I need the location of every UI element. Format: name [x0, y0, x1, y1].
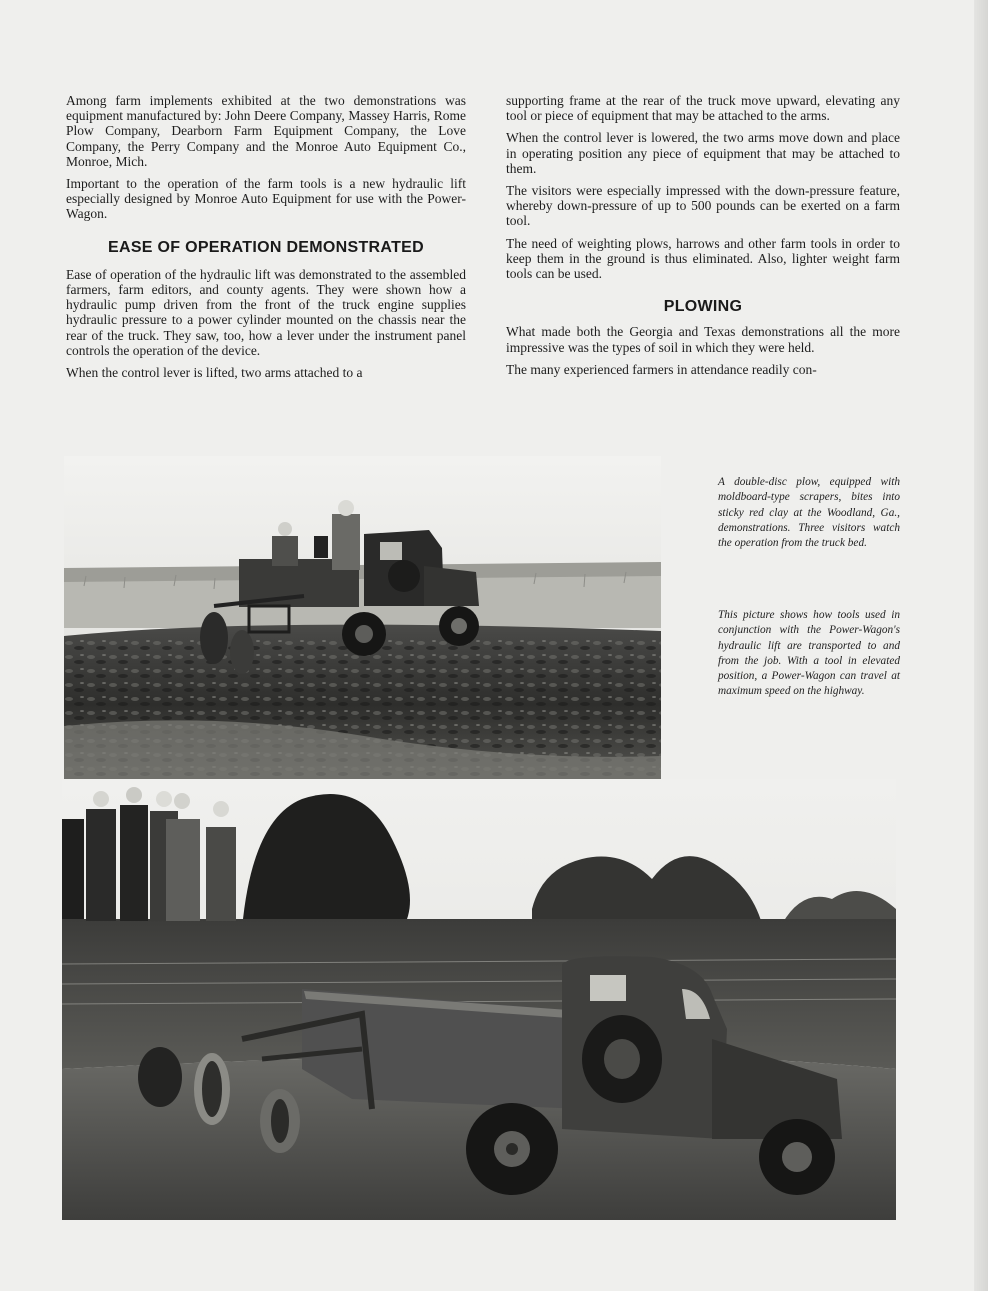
- photo-truck-transport: [62, 779, 896, 1220]
- photo-truck-plowing: [64, 456, 661, 785]
- right-column: [506, 93, 900, 384]
- paragraph: When the control lever is lowered, the two arms move down and place in operating position any piece of equipment that may be attached to them.: [506, 130, 900, 176]
- left-column: [66, 93, 466, 387]
- paragraph: The many experienced farmers in attendance readily con-: [506, 361, 817, 377]
- paragraph: When the control lever is lifted, two arms attached to a: [66, 365, 363, 381]
- caption-plow-woodland: A double-disc plow, equipped with moldboard-type scrapers, bites into sticky red clay at the Woodland, Ga., demonstrations. Three visitors watch the operation from the truck bed.: [718, 476, 900, 550]
- page-edge: [974, 0, 988, 1291]
- section-heading-ease-of-operation: EASE OF OPERATION DEMONSTRATED: [108, 238, 424, 256]
- caption-tool-transport: This picture shows how tools used in conjunction with the Power-Wagon's hydraulic lift are transported to and from the job. With a tool in elevated position, a Power-Wagon can travel at maximum speed on the highway.: [718, 609, 900, 698]
- paragraph: The need of weighting plows, harrows and other farm tools in order to keep them in the ground is thus eliminated. Also, lighter weight farm tools can be used.: [506, 235, 900, 282]
- paragraph: The visitors were especially impressed with the down-pressure feature, whereby down-pressure of up to 500 pounds can be exerted on a farm tool.: [506, 183, 900, 229]
- section-heading-plowing: PLOWING: [663, 298, 743, 316]
- paragraph: What made both the Georgia and Texas demonstrations all the more impressive was the types of soil in which they were held.: [506, 324, 900, 355]
- photo-truck-plowing-image: [64, 456, 661, 785]
- paragraph: supporting frame at the rear of the truck move upward, elevating any tool or piece of equipment that may be attached to the arms.: [506, 93, 900, 124]
- paragraph: Ease of operation of the hydraulic lift was demonstrated to the assembled farmers, farm editors, and county agents. They were shown how a hydraulic pump driven from the front of the truck engine supplies hydraulic pressure to a power cylinder mounted on the chassis near the rear of the truck. They saw, too, how a lever under the instrument panel controls the operation of the device.: [66, 266, 466, 358]
- paragraph: Among farm implements exhibited at the two demonstrations was equipment manufactured by: John Deere Company, Massey Harris, Rome Plow Company, Dearborn Farm Equipment Company, the Love Company, the Perry Company and the Monroe Auto Equipment Co., Monroe, Mich.: [66, 93, 466, 169]
- photo-truck-transport-image: [62, 779, 896, 1220]
- paragraph: Important to the operation of the farm tools is a new hydraulic lift especially designed by Monroe Auto Equipment for use with the Power-Wagon.: [66, 176, 466, 222]
